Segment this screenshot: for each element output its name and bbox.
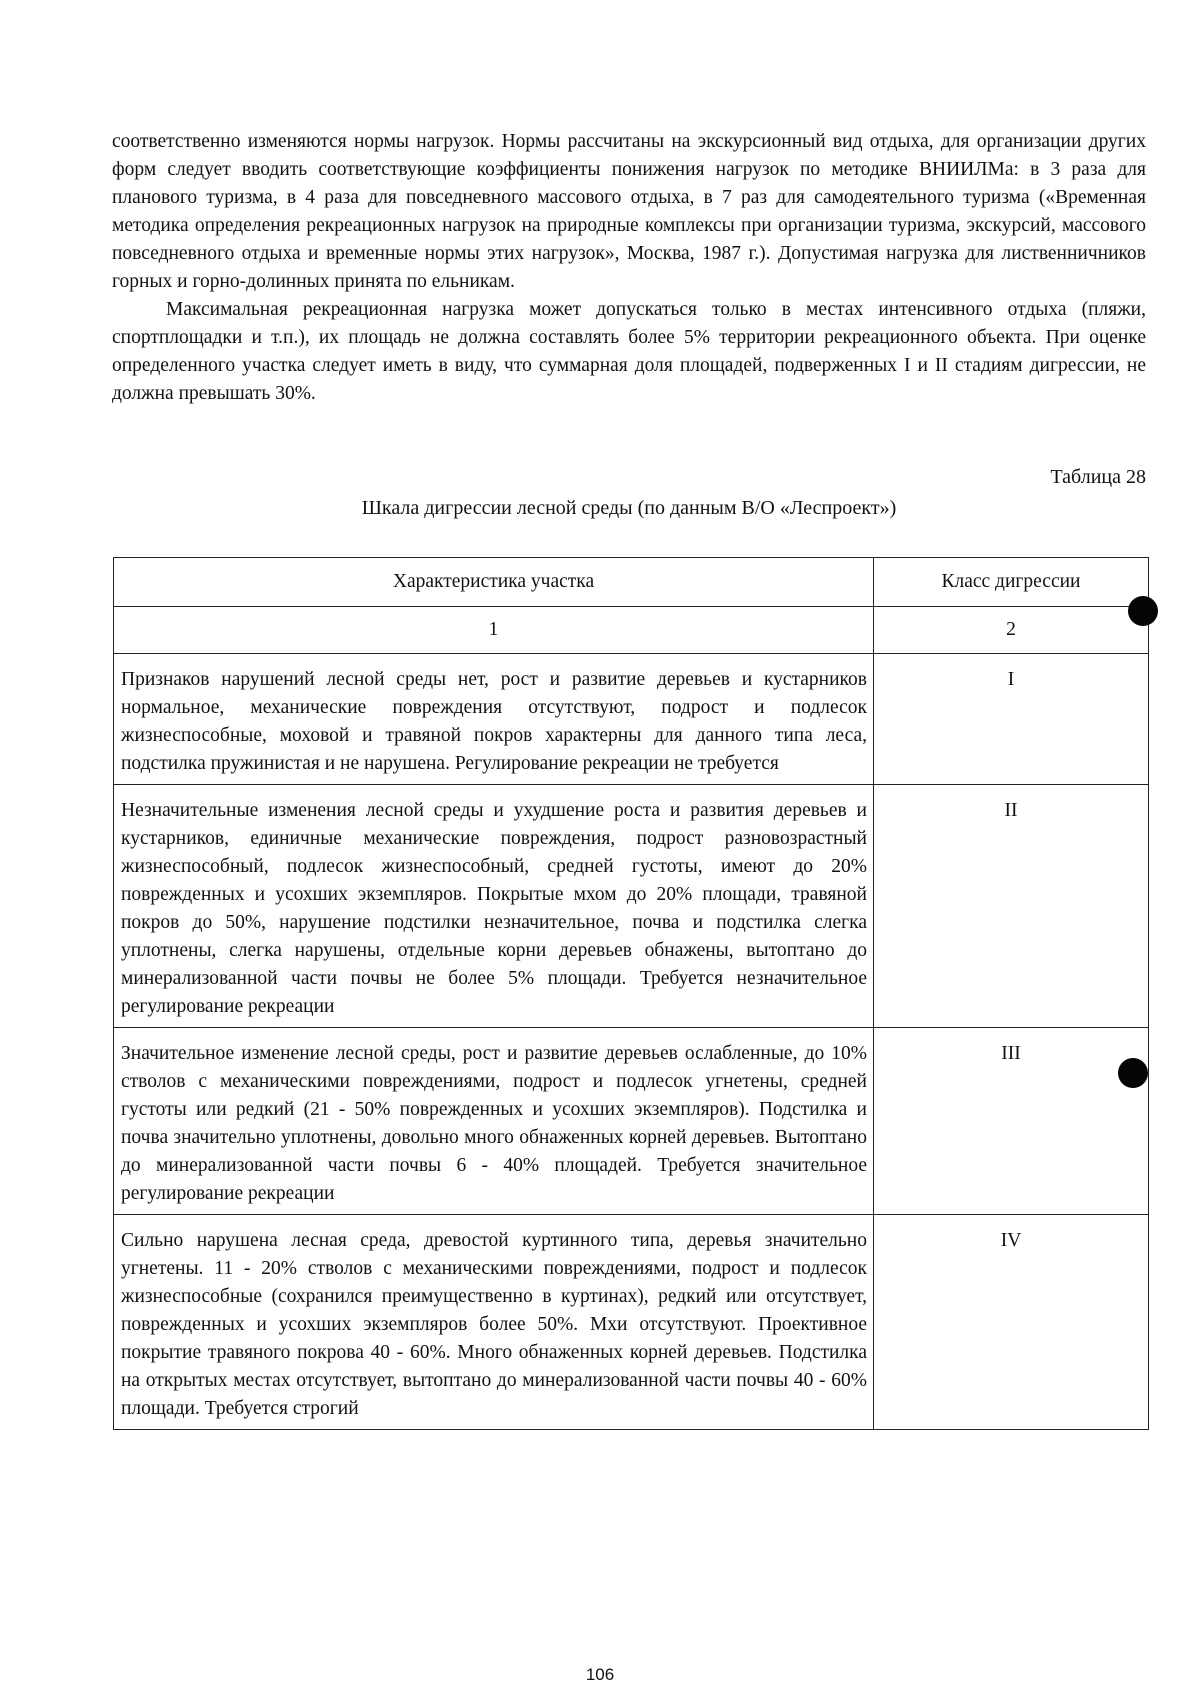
table-caption: Шкала дигрессии лесной среды (по данным В/О «Леспроект») xyxy=(361,497,897,519)
table-row xyxy=(114,1028,1149,1215)
punch-hole-mark xyxy=(1128,596,1158,626)
digression-table xyxy=(113,557,1149,1430)
column-number: 1 xyxy=(114,607,874,654)
row-description: Сильно нарушена лесная среда, древостой куртинного типа, деревья значительно угнетены. 11 - 20% стволов с механическими повреждениями, подрост и подлесок жизнеспособные (сохранился преимущественно в куртинах), редкий или отсутствует, поврежденных и усохших экземпляров более 50%. Мхи отсутствуют. Проективное покрытие травяного покрова 40 - 60%. Много обнаженных корней деревьев. Подстилка на открытых местах отсутствует, вытоптано до минерализованной части почвы 40 - 60% площади. Требуется строгий xyxy=(114,1215,874,1430)
row-class: I xyxy=(874,654,1149,785)
column-number: 2 xyxy=(874,607,1149,654)
table-row xyxy=(114,1215,1149,1430)
row-class: IV xyxy=(874,1215,1149,1430)
body-text xyxy=(112,128,1146,408)
table-row xyxy=(114,654,1149,785)
column-header-class: Класс дигрессии xyxy=(874,558,1149,607)
column-number-row xyxy=(114,607,1149,654)
paragraph: Максимальная рекреационная нагрузка может допускаться только в местах интенсивного отдыха (пляжи, спортплощадки и т.п.), их площадь не должна составлять более 5% территории рекреационного объекта. При оценке определенного участка следует иметь в виду, что суммарная доля площадей, подверженных I и II стадиям дигрессии, не должна превышать 30%. xyxy=(112,299,1146,404)
row-description: Значительное изменение лесной среды, рост и развитие деревьев ослабленные, до 10% стволов с механическими повреждениями, подрост и подлесок угнетены, средней густоты или редкий (21 - 50% поврежденных и усохших экземпляров). Подстилка и почва значительно уплотнены, довольно много обнаженных корней деревьев. Вытоптано до минерализованной части почвы 6 - 40% площадей. Требуется значительное регулирование рекреации xyxy=(114,1028,874,1215)
row-description: Незначительные изменения лесной среды и ухудшение роста и развития деревьев и кустарников, единичные механические повреждения, подрост разновозрастный жизнеспособный, подлесок жизнеспособный, средней густоты, имеют до 20% поврежденных и усохших экземпляров. Покрытые мхом до 20% площади, травяной покров до 50%, нарушение подстилки незначительное, почва и подстилка слегка уплотнены, слегка нарушены, отдельные корни деревьев обнажены, вытоптано до минерализованной части почвы не более 5% площади. Требуется незначительное регулирование рекреации xyxy=(114,785,874,1028)
column-header-characteristic: Характеристика участка xyxy=(114,558,874,607)
table-number: Таблица 28 xyxy=(1050,466,1146,488)
table-row xyxy=(114,785,1149,1028)
row-description: Признаков нарушений лесной среды нет, рост и развитие деревьев и кустарников нормальное, механические повреждения отсутствуют, подрост и подлесок жизнеспособные, моховой и травяной покров характерны для данного типа леса, подстилка пружинистая и не нарушена. Регулирование рекреации не требуется xyxy=(114,654,874,785)
row-class: II xyxy=(874,785,1149,1028)
page-number: 106 xyxy=(585,1665,615,1684)
row-class: III xyxy=(874,1028,1149,1215)
paragraph: соответственно изменяются нормы нагрузок. Нормы рассчитаны на экскурсионный вид отдыха, для организации других форм следует вводить соответствующие коэффициенты понижения нагрузок по методике ВНИИЛМа: в 3 раза для планового туризма, в 4 раза для повседневного массового отдыха, в 7 раз для самодеятельного туризма («Временная методика определения рекреационных нагрузок на природные комплексы при организации туризма, экскурсий, массового повседневного отдыха и временные нормы этих нагрузок», Москва, 1987 г.). Допустимая нагрузка для лиственничников горных и горно-долинных принята по ельникам. xyxy=(112,131,1146,292)
table-header-row xyxy=(114,558,1149,607)
punch-hole-mark xyxy=(1118,1058,1148,1088)
